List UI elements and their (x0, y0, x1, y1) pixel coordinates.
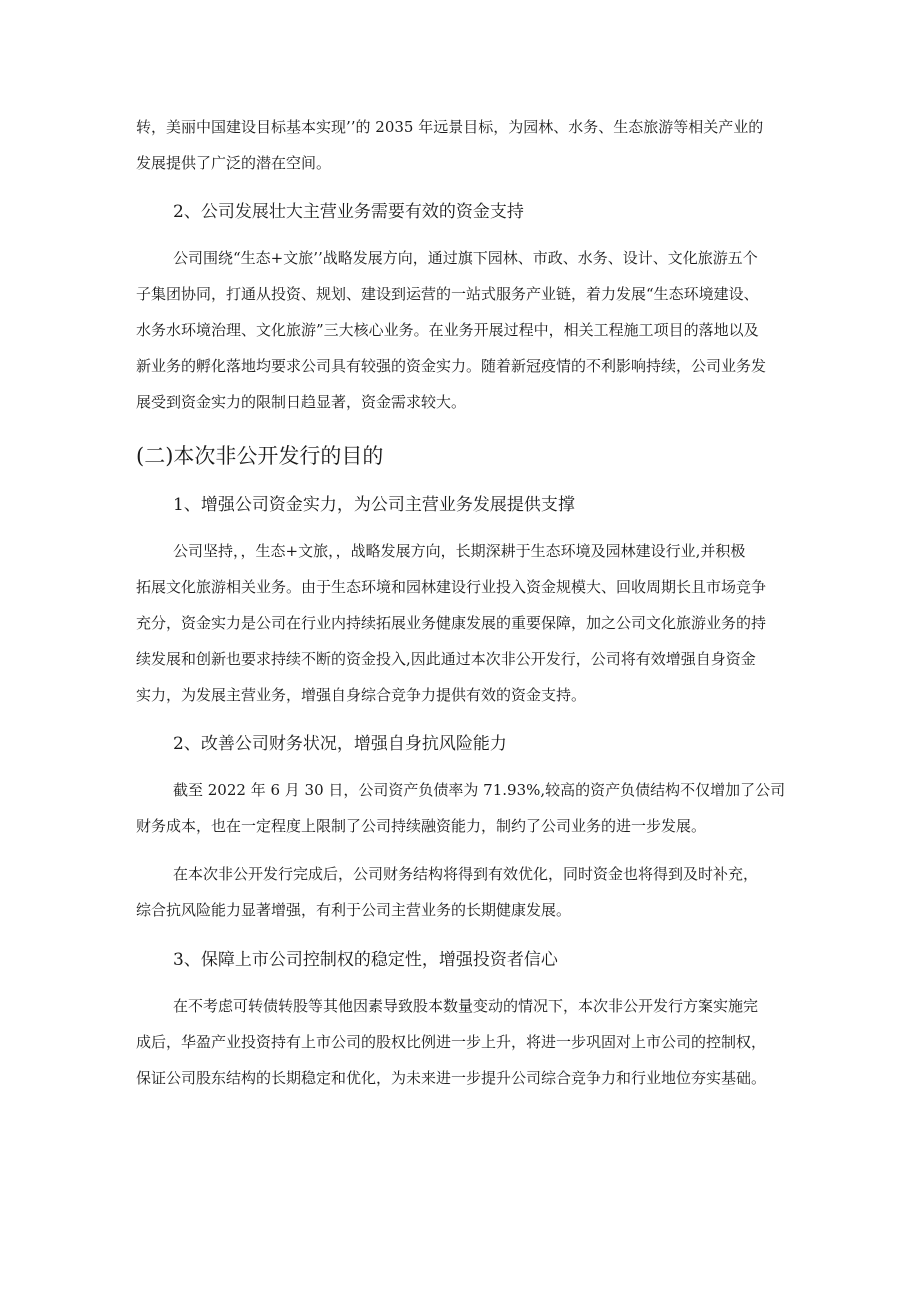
text-line: 新业务的孵化落地均要求公司具有较强的资金实力。随着新冠疫情的不利影响持续，公司业务发 (136, 357, 767, 375)
section-heading: (二)本次非公开发行的目的 (136, 444, 384, 468)
text-line: 实力，为发展主营业务，增强自身综合竞争力提供有效的资金支持。 (136, 686, 587, 704)
text-line: 拓展文化旅游相关业务。由于生态环境和园林建设行业投入资金规模大、回收周期长且市场竞争 (136, 578, 767, 596)
text-line: 保证公司股东结构的长期稳定和优化，为未来进一步提升公司综合竞争力和行业地位夯实基础。 (136, 1069, 767, 1087)
text-line: 续发展和创新也要求持续不断的资金投入,因此通过本次非公开发行，公司将有效增强自身资金 (136, 650, 756, 668)
text-line: 综合抗风险能力显著增强，有利于公司主营业务的长期健康发展。 (136, 901, 572, 919)
text-line: 子集团协同，打通从投资、规划、建设到运营的一站式服务产业链，着力发展“生态环境建设、 (136, 285, 759, 303)
text-line: 发展提供了广泛的潜在空间。 (136, 154, 332, 172)
text-line: 在不考虑可转债转股等其他因素导致股本数量变动的情况下，本次非公开发行方案实施完 (173, 997, 759, 1015)
text-line: 转，美丽中国建设目标基本实现’’的 2035 年远景目标，为园林、水务、生态旅游等相关产业的 (136, 118, 764, 136)
subsection-heading: 3、保障上市公司控制权的稳定性，增强投资者信心 (173, 950, 558, 970)
text-line: 财务成本，也在一定程度上限制了公司持续融资能力，制约了公司业务的进一步发展。 (136, 817, 707, 835)
text-line: 充分，资金实力是公司在行业内持续拓展业务健康发展的重要保障，加之公司文化旅游业务的持 (136, 614, 767, 632)
text-line: 成后，华盈产业投资持有上市公司的股权比例进一步上升，将进一步巩固对上市公司的控制权， (136, 1033, 767, 1051)
text-line: 公司坚持，，生态+文旅，，战略发展方向，长期深耕于生态环境及园林建设行业,并积极 (173, 542, 746, 560)
text-line: 截至 2022 年 6 月 30 日，公司资产负债率为 71.93%,较高的资产负债结构不仅增加了公司 (173, 781, 786, 799)
subsection-heading: 2、公司发展壮大主营业务需要有效的资金支持 (173, 202, 524, 222)
subsection-heading: 1、增强公司资金实力，为公司主营业务发展提供支撑 (173, 495, 575, 515)
text-line: 水务水环境治理、文化旅游”三大核心业务。在业务开展过程中，相关工程施工项目的落地以及 (136, 321, 759, 339)
subsection-heading: 2、改善公司财务状况，增强自身抗风险能力 (173, 734, 507, 754)
text-line: 在本次非公开发行完成后，公司财务结构将得到有效优化，同时资金也将得到及时补充， (173, 865, 759, 883)
text-line: 公司围绕“生态+文旅’’战略发展方向，通过旗下园林、市政、水务、设计、文化旅游五个 (173, 249, 758, 267)
text-line: 展受到资金实力的限制日趋显著，资金需求较大。 (136, 393, 467, 411)
